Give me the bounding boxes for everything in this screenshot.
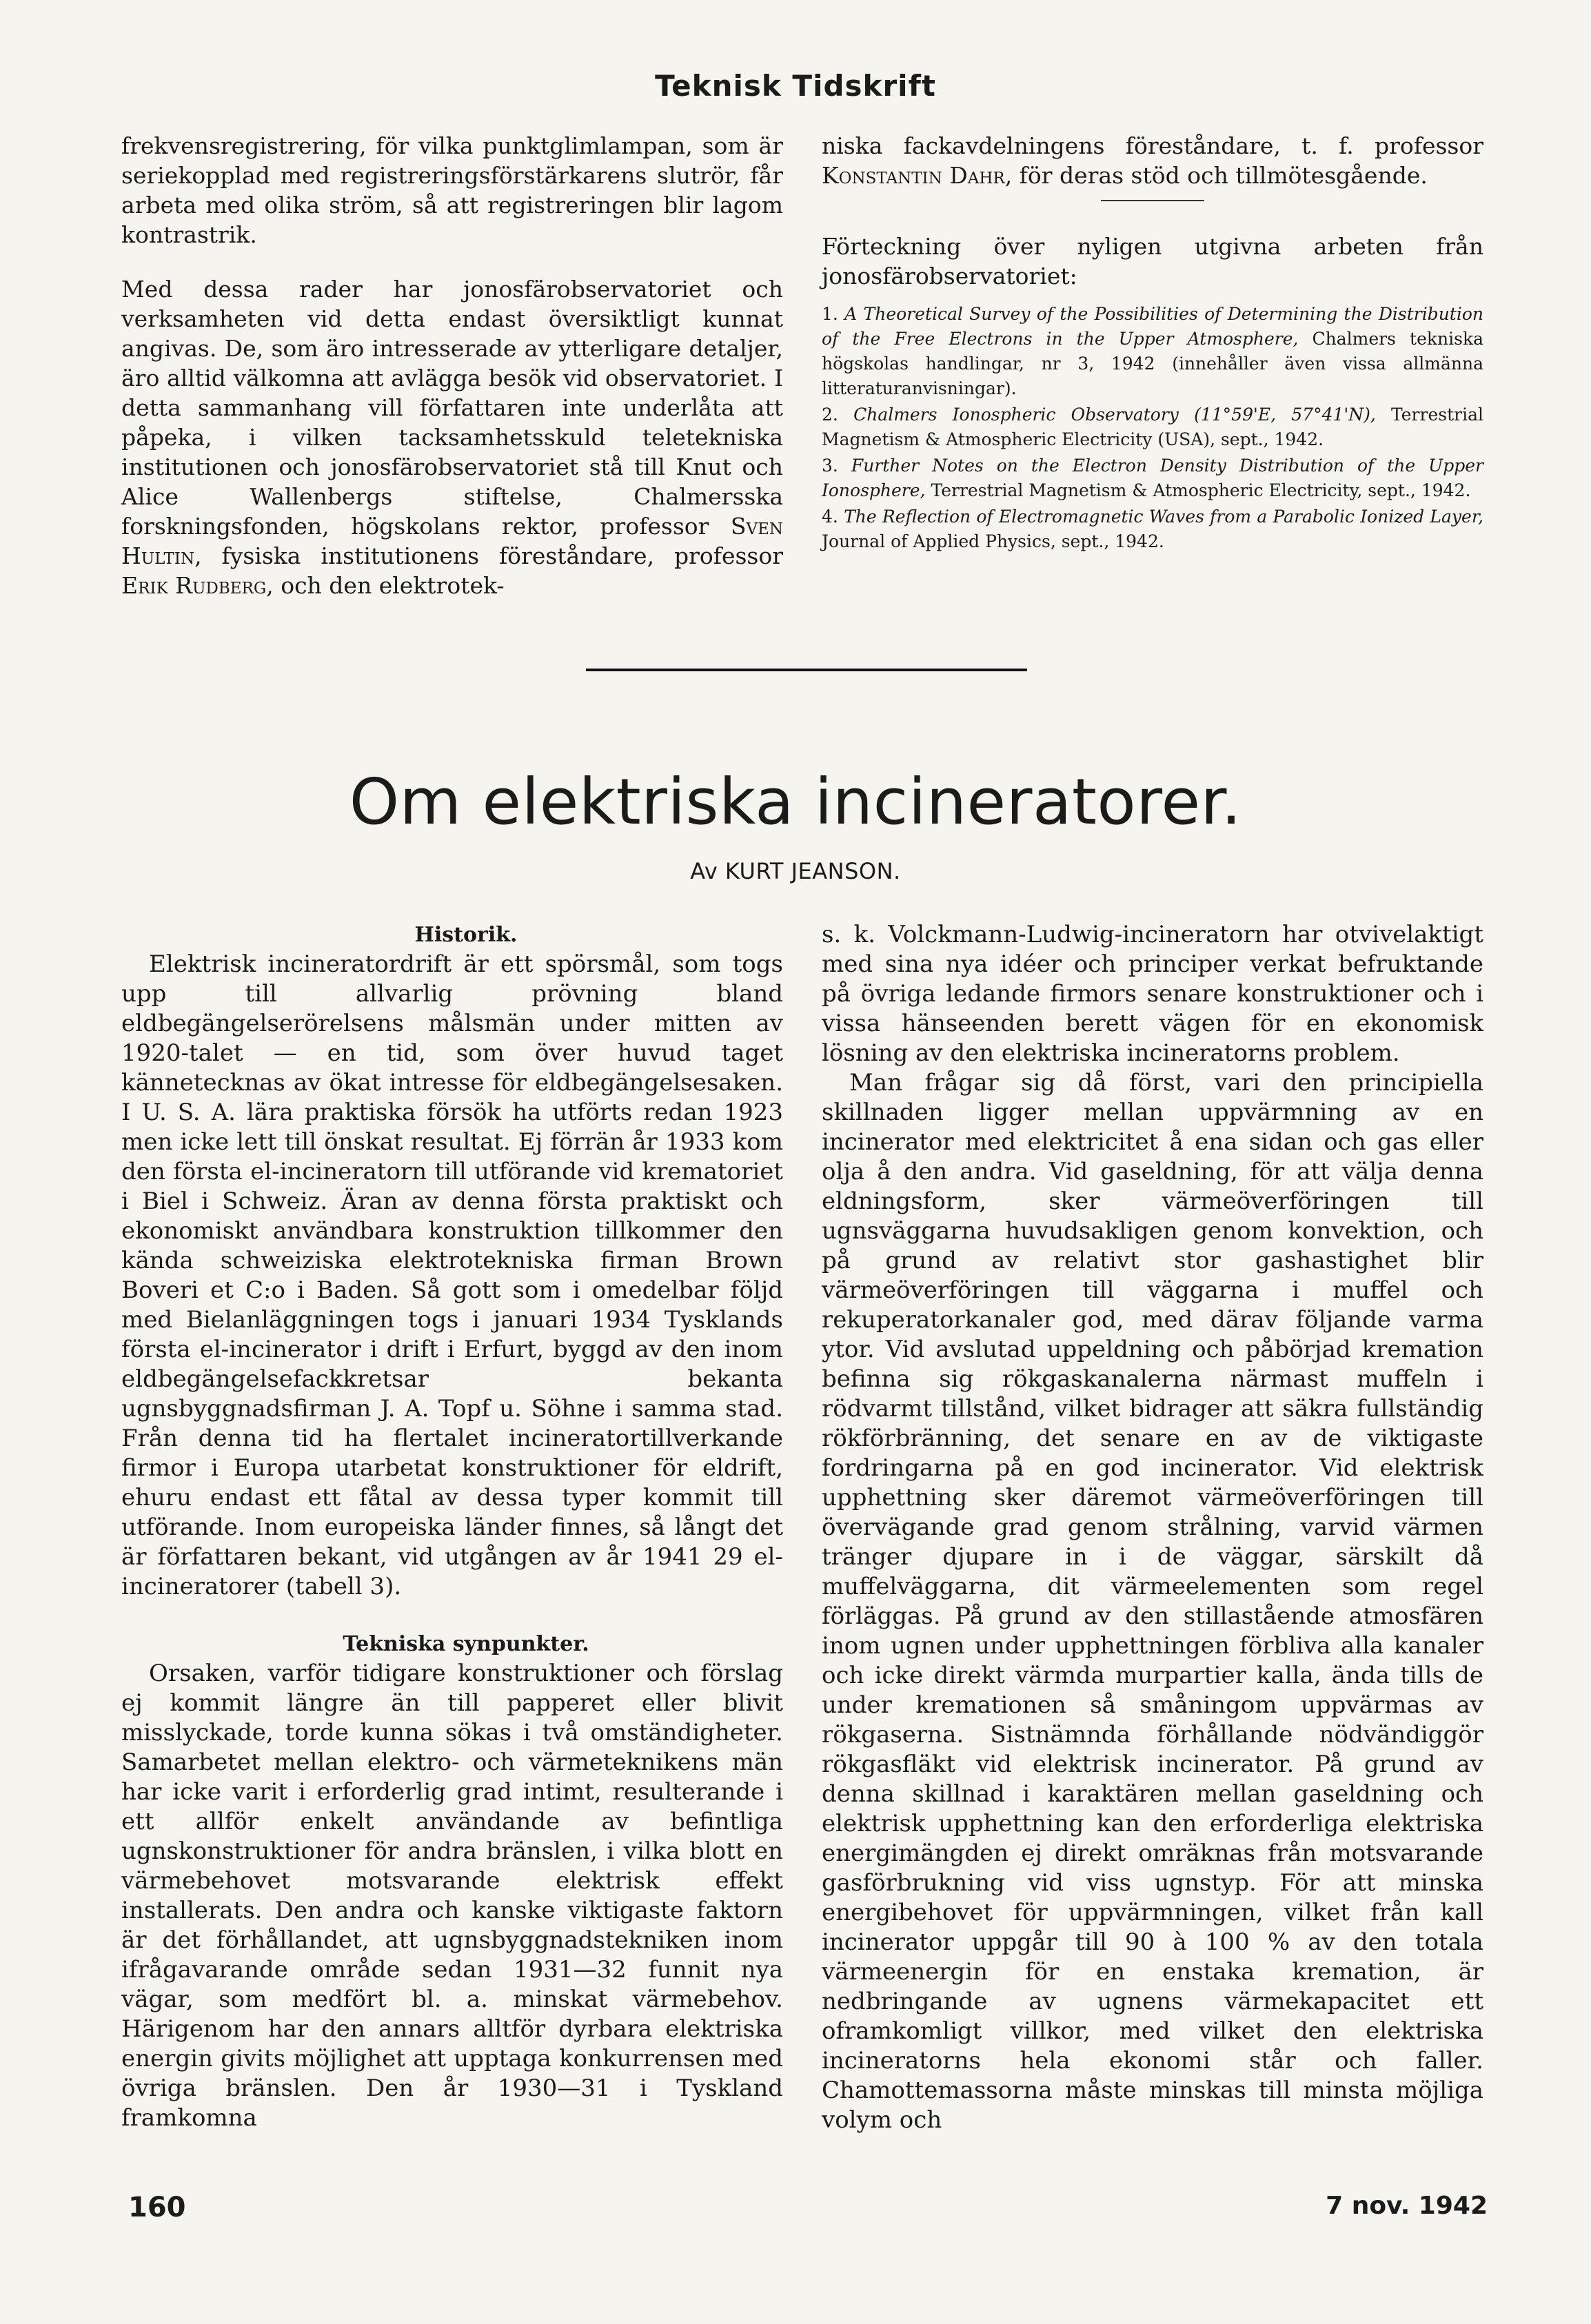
person-name: Erik Rudberg (121, 572, 267, 599)
page-number: 160 (128, 2192, 186, 2223)
publications-intro: Förteckning över nyligen utgivna arbeten från jonosfärobservatoriet: (822, 233, 1483, 289)
previous-article-left-column (121, 131, 783, 600)
issue-date: 7 nov. 1942 (1326, 2192, 1488, 2220)
paragraph: s. k. Volckmann-Ludwig-incineratorn har otvivelaktigt med sina nya idéer och principer verkat befruktande på övriga ledande firmors senare konstruktioner och i vissa hänseenden berett vägen för en ekonomisk lösning av den elektriska incineratorns problem. (822, 921, 1483, 1067)
publication-item: 2. Chalmers Ionospheric Observatory (11°59'E, 57°41'N), Terrestrial Magnetism & Atmospheric Electricity (USA), sept., 1942. (822, 405, 1483, 449)
publication-item: 3. Further Notes on the Electron Density Distribution of the Upper Ionosphere, Terrestrial Magnetism & Atmospheric Electricity, sept., 1942. (822, 456, 1483, 500)
header-word-2: Tidskrift (792, 69, 936, 103)
publication-list (822, 302, 1483, 554)
paragraph: niska fackavdelningens föreståndare, t. f. professor Konstantin Dahr, för deras stöd och tillmötesgående. (822, 132, 1483, 189)
publication-item: 1. A Theoretical Survey of the Possibilities of Determining the Distribution of the Free Electrons in the Upper Atmosphere, Chalmers tekniska högskolas handlingar, nr 3, 1942 (innehåller även vissa allmänna litteraturanvisningar). (822, 304, 1484, 398)
person-name: Konstantin Dahr (822, 162, 1005, 189)
article-right-column (822, 920, 1483, 2135)
person-name: Sven Hultin (121, 513, 783, 569)
separator-rule (1101, 200, 1204, 201)
section-heading: Tekniska synpunkter. (343, 1632, 589, 1656)
paragraph: Orsaken, varför tidigare konstruktioner och förslag ej kommit längre än till papperet eller blivit misslyckade, torde kunna sökas i två omständigheter. Samarbetet mellan elektro- och värmeteknikens män har icke varit i erforderlig grad intimt, resulterande i ett allför enkelt användande av befintliga ugnskonstruktioner för andra bränslen, i vilka blott en värmebehovet motsvarande elektrisk effekt installerats. Den andra och kanske viktigaste faktorn är det förhållandet, att ugnsbyggnadstekniken inom ifrågavarande område sedan 1931—32 funnit nya vägar, som medfört bl. a. minskat värmebehov. Härigenom har den annars alltför dyrbara elektriska energin givits möjlighet att upptaga konkurrensen med övriga bränslen. Den år 1930—31 i Tyskland framkomna (121, 1660, 783, 2132)
article-divider (586, 669, 1027, 671)
paragraph: Man frågar sig då först, vari den principiella skillnaden ligger mellan uppvärmning av en incinerator med elektricitet å ena sidan och gas eller olja å den andra. Vid gaseldning, för att välja denna eldningsform, sker värmeöverföringen till ugnsväggarna huvudsakligen genom konvektion, och på grund av relativt stor gashastighet blir värmeöverföringen till väggarna i muffel och rekuperatorkanaler god, med därav följande varma ytor. Vid avslutad uppeldning och påbörjad kremation befinna sig rökgaskanalerna närmast muffeln i rödvarmt tillstånd, vilket bidrager att säkra fullständig rökförbränning, det senare en av de viktigaste fordringarna på en god incinerator. Vid elektrisk upphettning sker däremot värmeöverföringen till övervägande grad genom strålning, varvid värmen tränger djupare in i de väggar, särskilt då muffelväggarna, dit värmeelementen som regel förläggas. På grund av den stillastående atmosfären inom ugnen under upphettningen förbliva alla kanaler och icke direkt värmda murpartier kalla, ända tills de under kremationen så småningom uppvärmas av rökgaserna. Sistnämnda förhållande nödvändiggör rökgasfläkt vid elektrisk incinerator. På grund av denna skillnad i karaktären mellan gaseldning och elektrisk upphettning kan den erforderliga elektriska energimängden ej direkt omräknas från motsvarande gasförbrukning vid viss ugnstyp. För att minska energibehovet för uppvärmningen, vilket från kall incinerator uppgår till 90 à 100 % av den totala värmeenergin för en enstaka kremation, är nedbringande av ugnens värmekapacitet ett oframkomligt villkor, med vilket den elektriska incineratorns hela ekonomi står och faller. Chamottemassorna måste minskas till minsta möjliga volym och (822, 1069, 1483, 2134)
article-title: Om elektriska incineratorer. (349, 765, 1242, 839)
acknowledgement-paragraph: Med dessa rader har jonosfärobservatoriet och verksamheten vid detta endast översiktligt kunnat angivas. De, som äro intresserade av ytterligare detaljer, äro alltid välkomna att avlägga besök vid observatoriet. I detta sammanhang vill författaren inte underlåta att påpeka, i vilken tacksamhetsskuld teletekniska institutionen och jonosfärobservatoriet stå till Knut och Alice Wallenbergs stiftelse, Chalmersska forskningsfonden, högskolans rektor, professor Sven Hultin, fysiska institutionens föreståndare, professor Erik Rudberg, och den elektrotek- (121, 276, 783, 599)
previous-article-right-column (822, 131, 1483, 554)
paragraph: frekvensregistrering, för vilka punktglimlampan, som är seriekopplad med registreringsförstärkarens slutrör, får arbeta med olika ström, så att registreringen blir lagom kontrastrik. (121, 132, 783, 248)
magazine-header (0, 69, 1591, 103)
publication-item: 4. The Reflection of Electromagnetic Waves from a Parabolic Ionized Layer, Journal of Applied Physics, sept., 1942. (822, 507, 1483, 551)
header-word-1: Teknisk (655, 69, 782, 103)
section-heading: Historik. (414, 923, 518, 947)
article-left-column (121, 920, 783, 2133)
article-author: Av KURT JEANSON. (690, 858, 901, 884)
paragraph: Elektrisk incineratordrift är ett spörsmål, som togs upp till allvarlig prövning bland eldbegängelserörelsens målsmän under mitten av 1920-talet — en tid, som över huvud taget kännetecknas av ökat intresse för eldbegängelsesaken. I U. S. A. lära praktiska försök ha utförts redan 1923 men icke lett till önskat resultat. Ej förrän år 1933 kom den första el-incineratorn till utförande vid krematoriet i Biel i Schweiz. Äran av denna första praktiskt och ekonomiskt användbara konstruktion tillkommer den kända schweiziska elektrotekniska firman Brown Boveri et C:o i Baden. Så gott som i omedelbar följd med Bielanläggningen togs i januari 1934 Tysklands första el-incinerator i drift i Erfurt, byggd av den inom eldbegängelsefackkretsar bekanta ugnsbyggnadsfirman J. A. Topf u. Söhne i samma stad. Från denna tid ha flertalet incineratortillverkande firmor i Europa utarbetat konstruktioner för eldrift, ehuru endast ett fåtal av dessa typer kommit till utförande. Inom europeiska länder finnes, så långt det är författaren bekant, vid utgången av år 1941 29 el-incineratorer (tabell 3). (121, 950, 783, 1600)
